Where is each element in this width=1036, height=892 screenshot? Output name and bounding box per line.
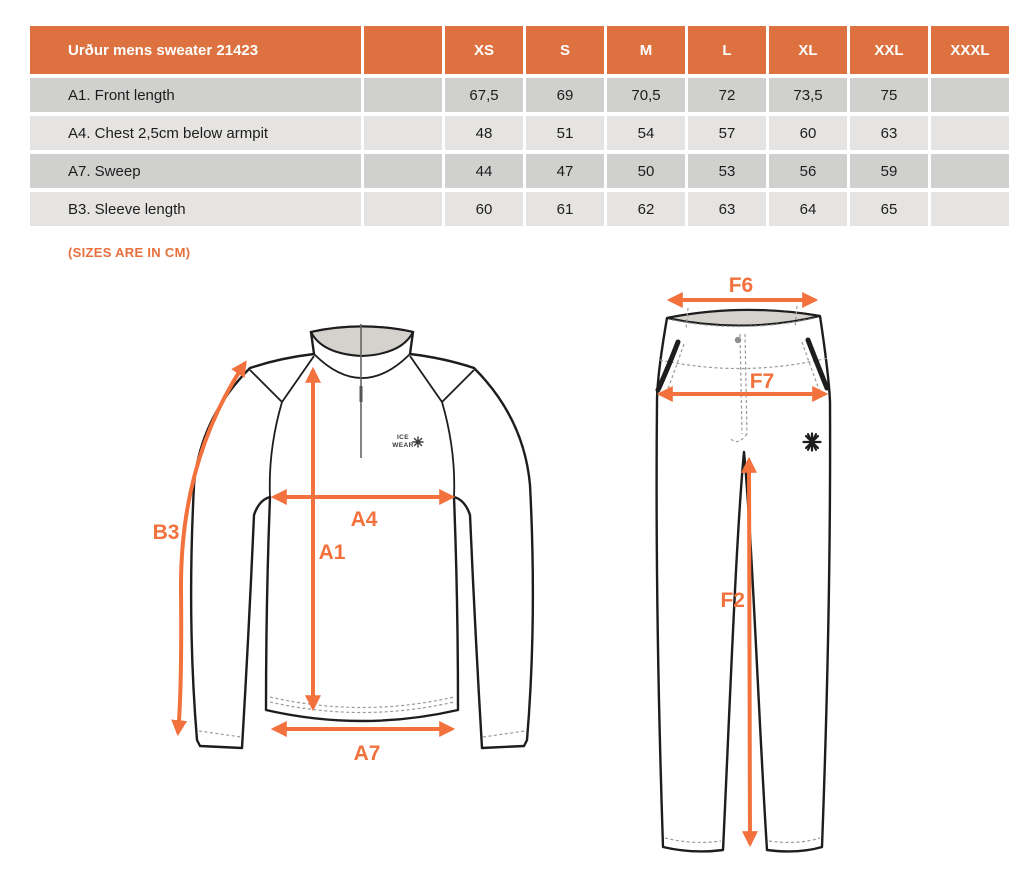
size-value-cell: 75 (850, 78, 928, 112)
size-value-cell: 53 (688, 154, 766, 188)
size-table (30, 26, 1009, 226)
table-title: Urður mens sweater 21423 (30, 26, 361, 74)
size-column-header-m: M (607, 26, 685, 74)
measurement-label: B3. Sleeve length (30, 192, 361, 226)
sizes-unit-note: (SIZES ARE IN CM) (68, 245, 191, 260)
size-column-header-s: S (526, 26, 604, 74)
pants-button (735, 337, 741, 343)
measurement-label: A1. Front length (30, 78, 361, 112)
a7-label: A7 (353, 742, 381, 765)
pants-body-outline (657, 310, 831, 851)
row-spacer-cell (364, 78, 442, 112)
size-value-cell: 61 (526, 192, 604, 226)
size-value-cell: 47 (526, 154, 604, 188)
icewear-snowflake-icon (413, 437, 423, 447)
size-value-cell: 69 (526, 78, 604, 112)
f6-label: F6 (728, 276, 754, 297)
size-value-cell: 57 (688, 116, 766, 150)
pants-snowflake-icon (804, 434, 821, 451)
header-spacer-cell (364, 26, 442, 74)
size-value-cell: 62 (607, 192, 685, 226)
sweater-diagram (140, 290, 570, 765)
size-column-header-xs: XS (445, 26, 523, 74)
size-column-header-l: L (688, 26, 766, 74)
size-value-cell: 48 (445, 116, 523, 150)
size-value-cell (931, 154, 1009, 188)
f2-arrow (749, 460, 750, 844)
row-spacer-cell (364, 154, 442, 188)
size-value-cell: 70,5 (607, 78, 685, 112)
size-value-cell: 50 (607, 154, 685, 188)
size-column-header-xxl: XXL (850, 26, 928, 74)
row-spacer-cell (364, 116, 442, 150)
size-value-cell: 60 (769, 116, 847, 150)
size-value-cell: 65 (850, 192, 928, 226)
row-spacer-cell (364, 192, 442, 226)
icewear-logo-text-ice: ICE (396, 434, 410, 441)
size-value-cell: 51 (526, 116, 604, 150)
size-value-cell (931, 78, 1009, 112)
measurement-label: A7. Sweep (30, 154, 361, 188)
size-value-cell: 73,5 (769, 78, 847, 112)
size-value-cell: 60 (445, 192, 523, 226)
size-value-cell (931, 192, 1009, 226)
f2-label: F2 (720, 589, 745, 612)
measurement-label: A4. Chest 2,5cm below armpit (30, 116, 361, 150)
f7-label: F7 (749, 370, 775, 393)
size-value-cell: 67,5 (445, 78, 523, 112)
sweater-cuff-stitch (199, 731, 525, 737)
size-value-cell: 63 (688, 192, 766, 226)
size-value-cell: 44 (445, 154, 523, 188)
size-value-cell (931, 116, 1009, 150)
icewear-logo-text-wear: WEAR (392, 442, 414, 449)
size-value-cell: 64 (769, 192, 847, 226)
size-value-cell: 56 (769, 154, 847, 188)
size-value-cell: 54 (607, 116, 685, 150)
size-value-cell: 59 (850, 154, 928, 188)
size-column-header-xxxl: XXXL (931, 26, 1009, 74)
size-value-cell: 72 (688, 78, 766, 112)
b3-label: B3 (152, 521, 180, 544)
a4-label: A4 (350, 508, 378, 531)
size-column-header-xl: XL (769, 26, 847, 74)
size-value-cell: 63 (850, 116, 928, 150)
pants-diagram (628, 276, 843, 858)
a1-label: A1 (318, 541, 346, 564)
